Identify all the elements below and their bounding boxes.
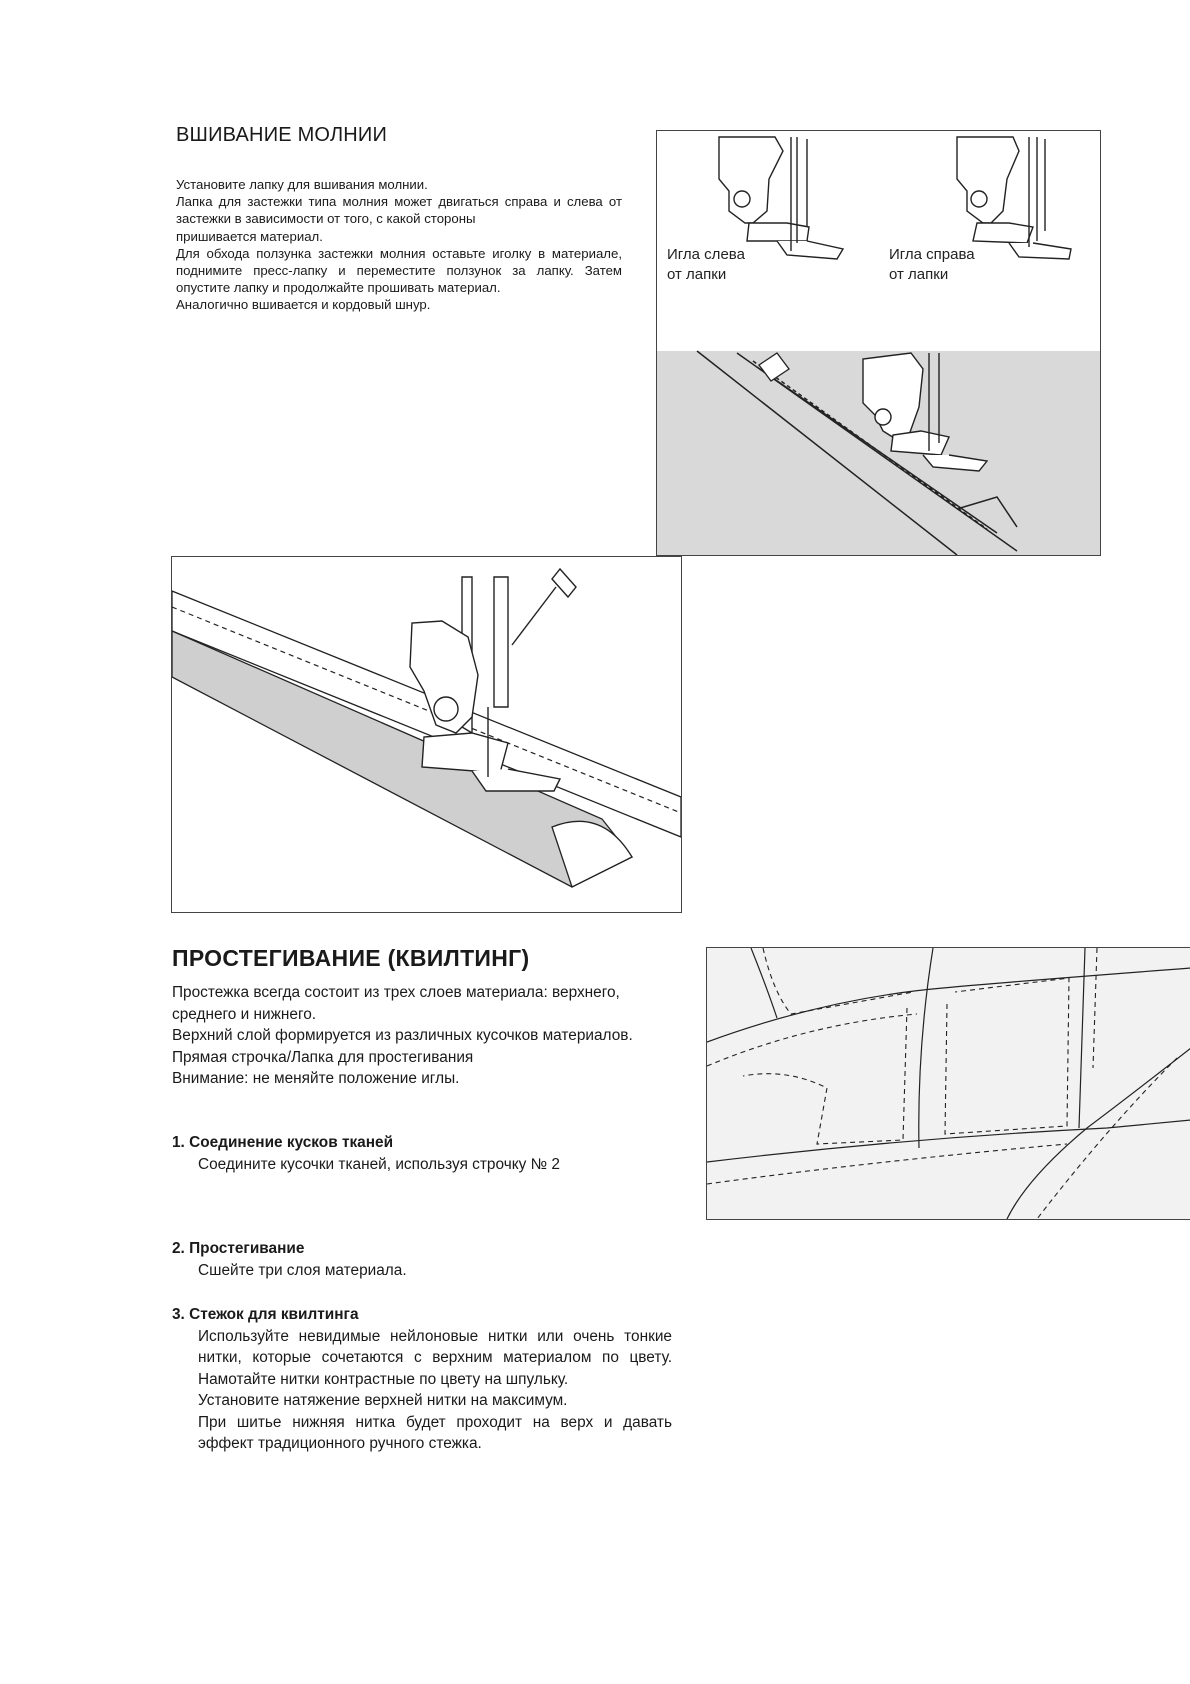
cord-sewing-illustration bbox=[172, 557, 681, 912]
quilting-step-3-text-3: При шитье нижняя нитка будет проходит на верх и давать эффект традиционного ручного стежка. bbox=[198, 1413, 672, 1452]
caption-needle-right-2: от лапки bbox=[889, 266, 949, 283]
zipper-foot-illustration bbox=[657, 131, 1100, 555]
zipper-line-3: пришивается материал. bbox=[176, 228, 323, 244]
quilting-step-3-heading: 3. Стежок для квилтинга bbox=[172, 1306, 359, 1323]
quilting-step-1-heading: 1. Соединение кусков тканей bbox=[172, 1134, 394, 1151]
quilting-intro bbox=[172, 982, 672, 1090]
quilting-intro-line-2: Верхний слой формируется из различных кусочков материалов. bbox=[172, 1027, 633, 1044]
presser-foot-right-icon bbox=[957, 137, 1071, 259]
quilting-intro-line-3: Прямая строчка/Лапка для простегивания bbox=[172, 1048, 474, 1066]
zipper-section-title: ВШИВАНИЕ МОЛНИИ bbox=[176, 124, 388, 146]
quilting-step-2-heading: 2. Простегивание bbox=[172, 1240, 305, 1257]
presser-foot-left-icon bbox=[719, 137, 843, 259]
quilting-intro-line-1: Простежка всегда состоит из трех слоев материала: верхнего, среднего и нижнего. bbox=[172, 984, 620, 1023]
quilting-step-3-text-2: Установите натяжение верхней нитки на максимум. bbox=[198, 1392, 568, 1409]
caption-needle-right-1: Игла справа bbox=[889, 246, 975, 263]
zipper-instructions bbox=[176, 176, 622, 314]
zipper-foot-figure bbox=[656, 130, 1101, 556]
quilting-step-3-text-1: Используйте невидимые нейлоновые нитки или очень тонкие нитки, которые сочетаются с верхним материалом по цвету. Намотайте нитки контрастные по цвету на шпульку. bbox=[198, 1327, 672, 1388]
quilting-step-2-text: Сшейте три слоя материала. bbox=[198, 1261, 407, 1279]
quilting-step-3 bbox=[172, 1304, 672, 1455]
quilting-section-title: ПРОСТЕГИВАНИЕ (КВИЛТИНГ) bbox=[172, 945, 530, 971]
quilting-intro-line-4: Внимание: не меняйте положение иглы. bbox=[172, 1070, 460, 1087]
caption-needle-left-2: от лапки bbox=[667, 266, 727, 283]
quilting-step-2 bbox=[172, 1238, 672, 1281]
zipper-line-5: Аналогично вшивается и кордовый шнур. bbox=[176, 297, 431, 313]
zipper-line-4: Для обхода ползунка застежки молния оставьте иголку в материале, поднимите пресс-лапку и переместите ползунок за лапку. Затем опустите лапку и продолжайте прошивать материал. bbox=[176, 245, 622, 296]
zipper-line-2: Лапка для застежки типа молния может двигаться справа и слева от застежки в зависимости от того, с какой стороны bbox=[176, 194, 622, 227]
quilt-pattern-figure bbox=[706, 947, 1190, 1220]
zipper-line-1: Установите лапку для вшивания молнии. bbox=[176, 177, 428, 192]
quilt-pattern-illustration bbox=[707, 948, 1190, 1219]
quilting-step-1 bbox=[172, 1132, 672, 1175]
caption-needle-left-1: Игла слева bbox=[667, 246, 745, 263]
cord-sewing-figure bbox=[171, 556, 682, 913]
quilting-step-1-text: Соедините кусочки тканей, используя строчку № 2 bbox=[198, 1155, 560, 1173]
